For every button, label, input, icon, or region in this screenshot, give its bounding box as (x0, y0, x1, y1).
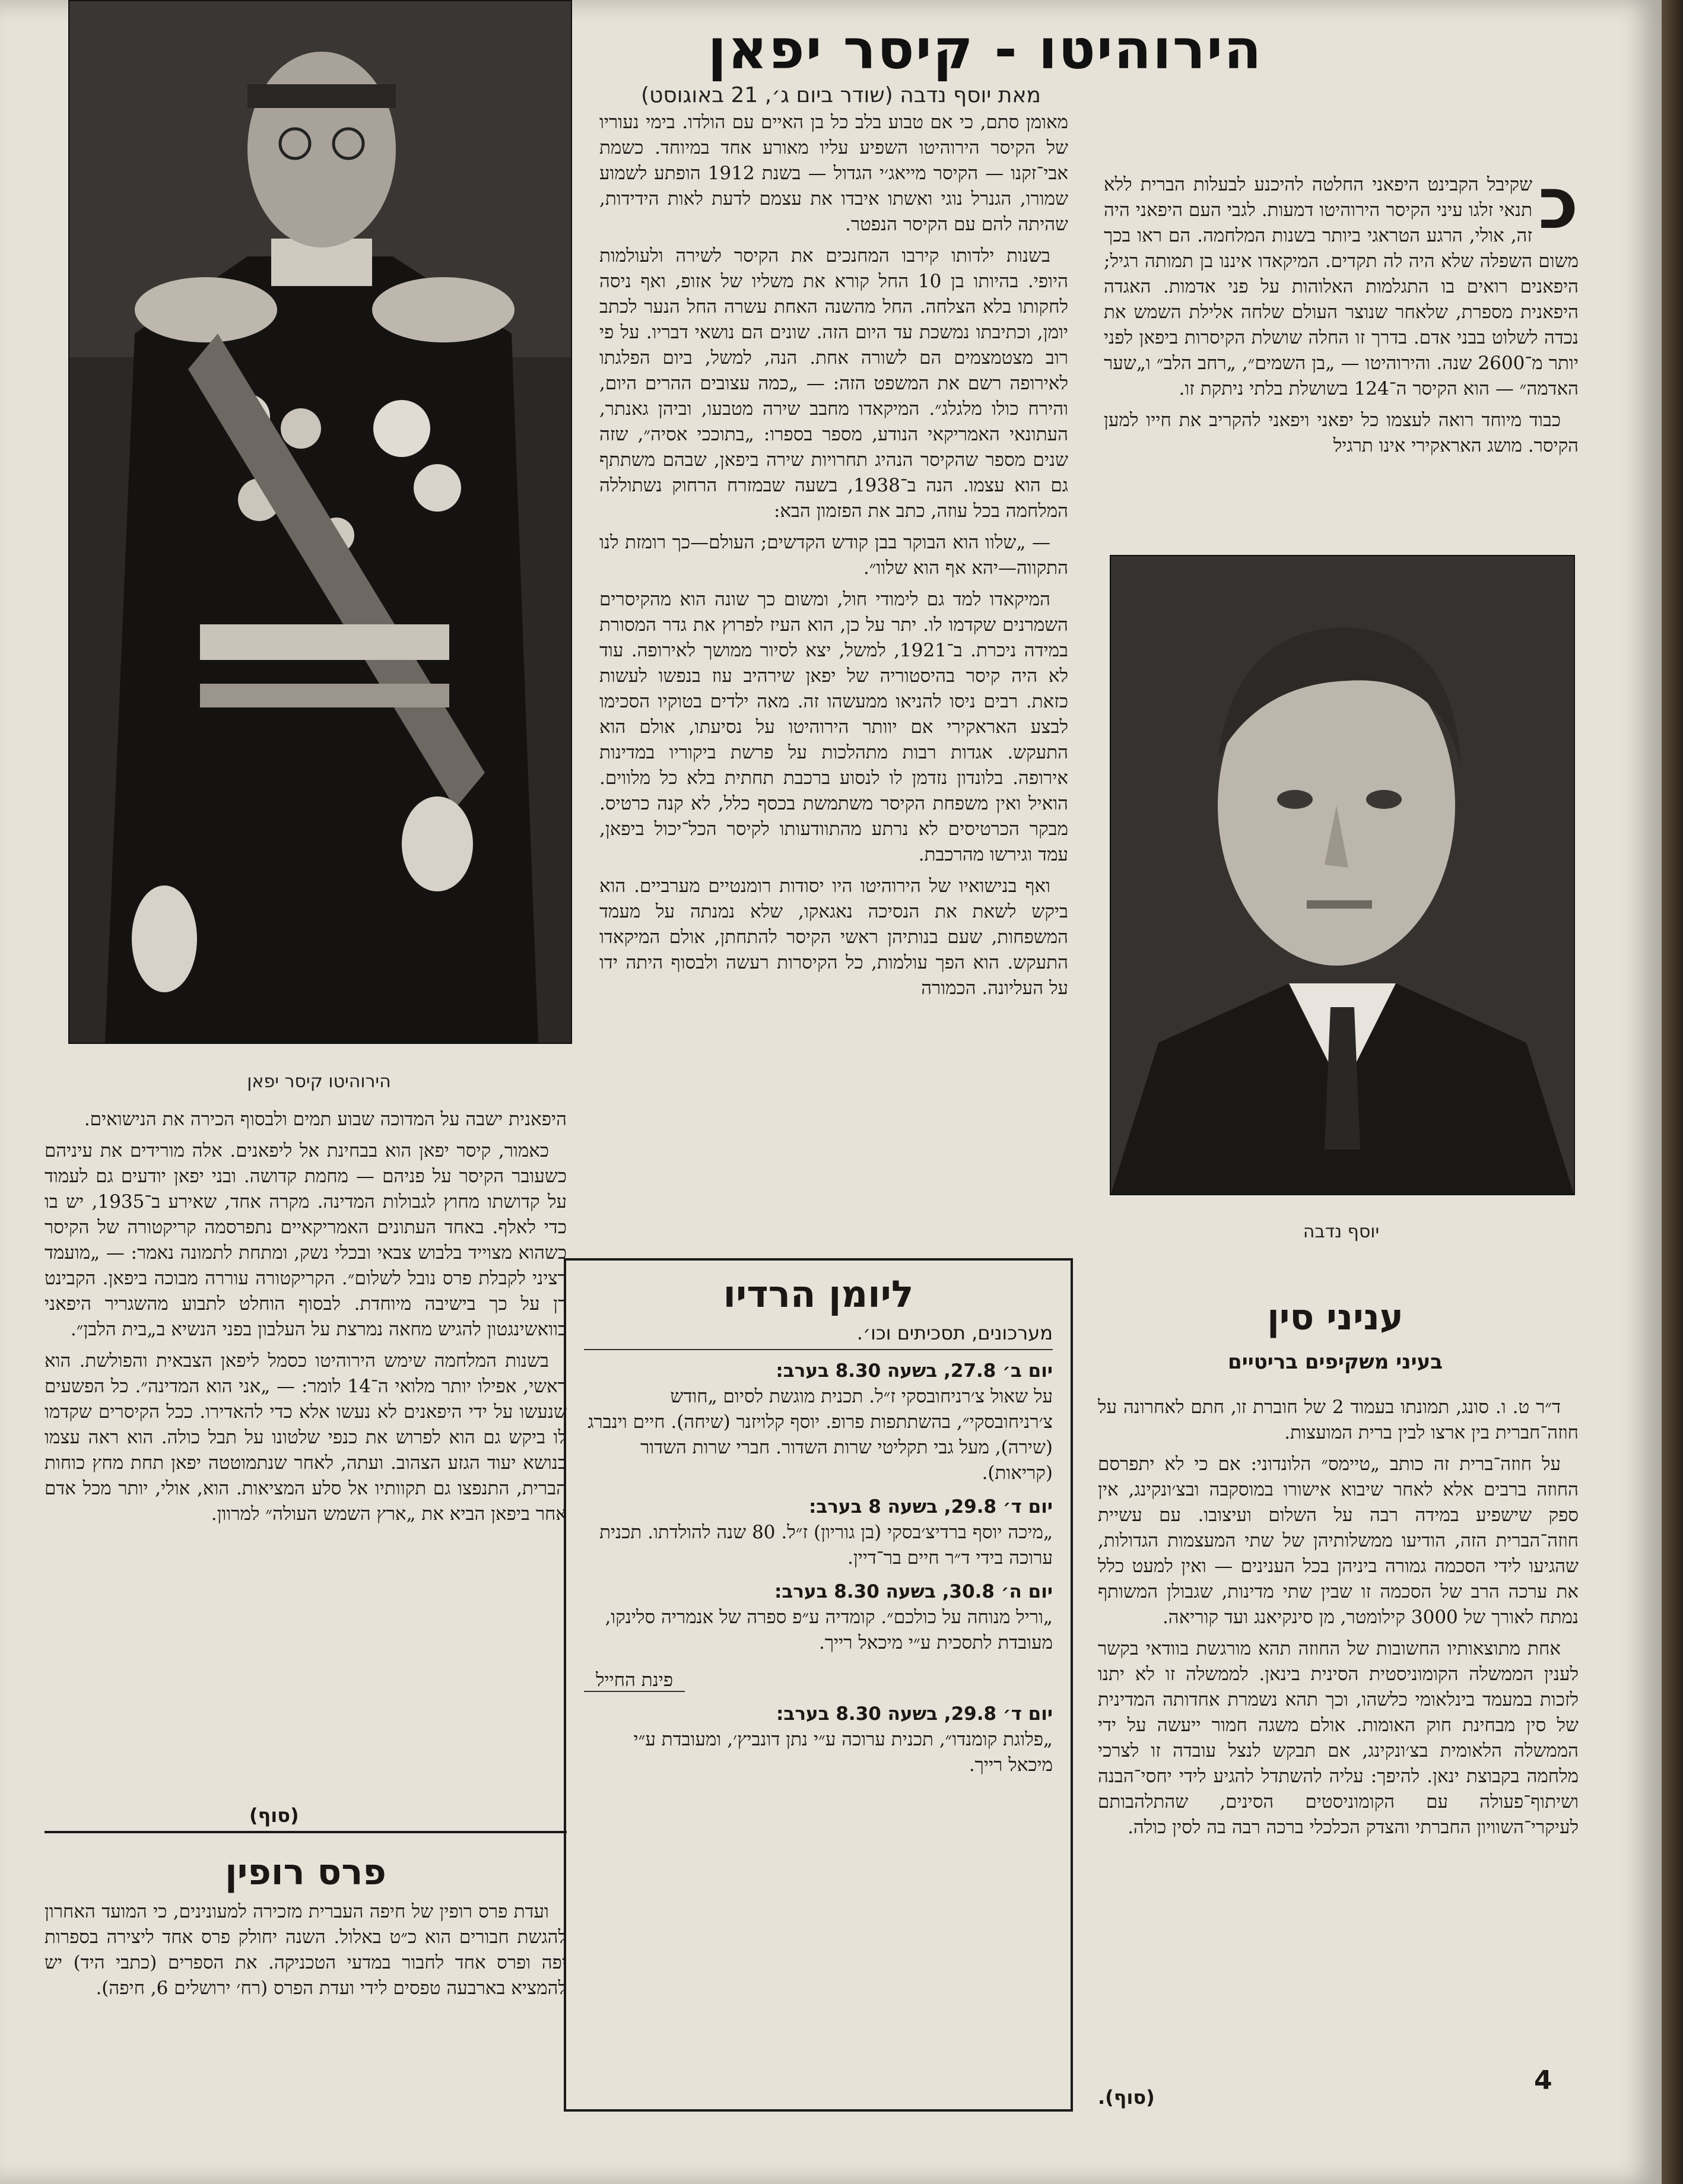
article-column-middle (599, 110, 1068, 1220)
radio-item-text: „וריל מנוחה על כולכם״. קומדיה ע״פ ספרה של אנמריה סלינקו, מעובדת לתסכית ע״י מיכאל רייך. (605, 1607, 1053, 1653)
radio-item-text: „מיכה יוסף ברדיצ׳בסקי (בן גוריון) ז״ל. 80 שנה להולדתו. תכנית ערוכה בידי ד״ר חיים בר־דיין. (599, 1522, 1053, 1569)
prize-text (45, 1899, 567, 2077)
article-paragraph: כאמור, קיסר יפאן הוא בבחינת אל ליפאנים. אלה מורידים את עיניהם כשעובר הקיסר על פניהם — מחמת קדושה. ובני יפאן יודעים גם לעמוד על קדושתו מחוץ לגבולות המדינה. מקרה אחד, שאירע ב־1935, יש בו כדי לאלף. באחד העתונים האמריקאיים נתפרסמה קריקטורה של הקיסר כשהוא מצוייד בלבוש צבאי ובכלי נשק, ומתחת לתמונה נאמר: — „מועמד רציני לקבלת פרס נובל לשלום״. הקריקטורה עוררה מבוכה ביפאן. הקבינט דן על כך בישיבה מיוחדת. לבסוף הוחלט לתבוע מהשגריר היפאני בוואשינגטון להגיש מחאה נמרצת על העלבון בפני הנשיא ב„בית הלבן״. (45, 1140, 567, 1340)
radio-item (584, 1702, 1053, 1778)
article-paragraph: בשנות המלחמה שימש הירוהיטו כסמל ליפאן הצבאית והפולשת. הוא ראשי, אפילו יותר מלואי ה־14 לומר: — „אני הוא המדינה״. כל הפשעים שנעשו על ידי היפאנים לא נעשו אלא כדי להאדירו. ככל הקיסרים שקדמו לו ביקש גם הוא לפרוש את כנפי שלטונו על תבל כולה. הוא ראה עצמו כנושא יעוד הגזע הצהוב. ועתה, לאחר שנתמוטטה יפאן תחת מחץ כוחות הברית, התנפצו גם תקוותיו אל סלע המציאות. הוא, אולי, יותר מכל אדם אחר ביפאן הביא את „ארץ השמש העולה״ למרוון. (45, 1350, 567, 1525)
radio-item (584, 1579, 1053, 1656)
china-subtitle: בעיני משקיפים בריטיים (1228, 1350, 1443, 1374)
article-end-mark: (סוף) (249, 1804, 299, 1827)
article-paragraph: שקיבל הקבינט היפאני החלטה להיכנע לבעלות הברית ללא תנאי זלגו עיני הקיסר הירוהיטו דמעות. לגבי העם היפאני היה זה, אולי, הרגע הטראגי ביותר בשנות המלחמה. הם ראו בכך משום השפלה שלא היה לה תקדים. המיקאדו איננו בן תמותה רגיל; היפאנים רואים בו התגלמות האלוהות על פני אדמות. האגדה היפאנית מספרת, שלאחר שנוצר העולם שלחה אלילת השמש את נכדה לשלוט בבני אדם. בדרך זו החלה שושלת הקיסרות ביפאן לפני יותר מ־2600 שנה. והירוהיטו — „בן השמים״, „רחב הלב״ ו„שער האדמה״ — הוא הקיסר ה־124 בשושלת בלתי ניתקת זו. (1104, 174, 1579, 399)
article-paragraph: המיקאדו למד גם לימודי חול, ומשום כך שונה הוא מהקיסרים השמרנים שקדמו לו. יתר על כן, הוא העיז לפרוץ את גדר המסורת במידה ניכרת. ב־1921, למשל, יצא לסיור ממושך לאירופה. עוד לא היה קיסר בהיסטוריה של יפאן שירהיב עוז בנפשו לעשות כזאת. רבים ניסו להניאו ממעשהו זה. מאה ילדים בטוקיו הסכימו לבצע האראקירי אם יוותר הירוהיטו על נסיעתו, אולם הוא התעקש. אגדות רבות מתהלכות על פרשת ביקוריו במדינות אירופה. בלונדון נזדמן לו לנסוע ברכבת תחתית בלא כל מלווים. הואיל ואין משפחת הקיסר משתמשת בכסף כלל, לא קנה כרטיס. מבקר הכרטיסים לא נרתע מהתוודעותו לקיסר הכל־יכול ביפאן, עמד וגירשו מהרכבת. (599, 589, 1068, 865)
article-title: הירוהיטו - קיסר יפאן (707, 18, 1263, 81)
radio-diary-box (564, 1258, 1073, 2112)
prize-title: פרס רופין (225, 1852, 386, 1893)
radio-item (584, 1494, 1053, 1571)
china-paragraph: על חוזה־ברית זה כותב „טיימס״ הלונדוני: אם כי לא יתפרסם החוזה ברבים אלא לאחר שיבוא אישורו במוסקבה ובצ׳ונקינג, אין ספק שישפיע במידה רבה על השלום ועיצובו. עם עשיית חוזה־הברית הזה, הודיעו ממשלותיהן של שתי המעצמות הגדולות, שהגיעו לידי הסכמה גמורה ביניהן בכל הענינים — ואין למעט כלל את ערכה הרב של הסכמה זו שבין שתי מדינות, שגבולן המשותף נמתח לאורך של 3000 קילומטר, מן סינקיאנג ועד קוריאה. (1098, 1453, 1579, 1628)
article-paragraph: ואף בנישואיו של הירוהיטו היו יסודות רומנטיים מערביים. הוא ביקש לשאת את הנסיכה נאגאקו, שלא נמנתה על מעמד המשפחות, שעם בנותיהן ראשי הקיסר להתחתן, אולם המיקאדו התעקש. הוא הפך עולמות, כל הקיסרות רעשה ולבסוף היתה ידו על העליונה. הכמורה (599, 875, 1068, 999)
radio-item-time: יום ב׳ 27.8, בשעה 8.30 בערב: (776, 1360, 1053, 1382)
soldier-corner-label (584, 1668, 1053, 1693)
radio-item-time: יום ד׳ 29.8, בשעה 8.30 בערב: (776, 1703, 1053, 1725)
poem-quote: — „שלוו הוא הבוקר בבן קודש הקדשים; העולם—כך רומזת לנו התקווה—יהא אף הוא שלוו״. (599, 532, 1068, 579)
article-paragraph: היפאנית ישבה על המדוכה שבוע תמים ולבסוף הכירה את הנישואים. (84, 1109, 567, 1130)
china-title: עניני סין (1267, 1297, 1403, 1338)
prize-paragraph: ועדת פרס רופין של חיפה העברית מזכירה למעונינים, כי המועד האחרון להגשת חבורים הוא כ״ט באלול. השנה יחולק פרס אחד ליצירה בספרות יפה ופרס אחד לחבור במדעי הטכניקה. את הספרים (כתבי היד) יש להמציא בארבעה טפסים לידי ועדת הפרס (רח׳ ירושלים 6, חיפה). (45, 1901, 567, 1999)
page-number: 4 (1534, 2065, 1552, 2096)
binding-spine (1662, 0, 1683, 2184)
china-paragraph: ד״ר ט. ו. סונג, תמונתו בעמוד 2 של חוברת זו, חתם לאחרונה על חוזה־חברית בין ארצו לבין ברית המועצות. (1098, 1396, 1579, 1443)
article-column-right (1104, 172, 1579, 546)
emperor-figure-image (69, 1, 571, 1043)
radio-title: ליומן הרדיו (723, 1272, 914, 1316)
radio-item-text: על שאול צ׳רניחובסקי ז״ל. תכנית מוגשת לסיום „חודש צ׳רניחובסקי״, בהשתתפות פרופ. יוסף קלויזנר (שיחה). חיים וינברג (שירה), מעל גבי תקליטי שרות השדור. חברי שרות השדור (קריאות). (588, 1386, 1053, 1484)
article-paragraph: מאומן סתם, כי אם טבוע בלב כל בן האיים עם הולדו. בימי נעוריו של הקיסר הירוהיטו השפיע עליו מאורע אחד במיוחד. כשמת אבי־זקנו — הקיסר מייאג׳י הגדול — בשנת 1912 הופתע לשמוע שמורו, הגנרל נוגי ואשתו איבדו את עצמם לדעת לאות הידידות, שהיתה להם עם הקיסר הנפטר. (599, 112, 1068, 235)
soldier-corner-text: פינת החייל (584, 1669, 685, 1692)
radio-item-time: יום ד׳ 29.8, בשעה 8 בערב: (808, 1496, 1053, 1518)
china-paragraph: אחת מתוצאותיו החשובות של החוזה תהא מורגשת בוודאי בקשר לענין הממשלה הקומוניסטית הסינית בינאן. לממשלה זו לא יתנו לזכות במעמד בינלאומי כלשהו, וכך תהא נשמרת אחדותה המדינית של סין מבחינת חוק האומות. אולם משגה חמור ייעשה על ידי הממשלה הלאומית בצ׳ונקינג, אם תבקש לנצל עובדה זו לצרכי מלחמה בקבוצת ינאן. להיפך: עליה להשתדל להגיע לידי יחסי־הבנה ושיתוף־פעולה עם הקומוניסטים הסינים, שהתלהבותם לעיקרי־השוויון החברתי והצדק הכלכלי ברכה רבה בה לסין כולה. (1098, 1638, 1579, 1838)
author-photo (1110, 555, 1575, 1195)
section-divider (45, 1831, 567, 1833)
radio-item (584, 1358, 1053, 1486)
emperor-photo-caption: הירוהיטו קיסר יפאן (247, 1071, 391, 1092)
article-paragraph: בשנות ילדותו קירבו המחנכים את הקיסר לשירה ולעולמות היופי. בהיותו בן 10 החל קורא את משליו של אזופ, ואף ניסה לחקותו בלא הצלחה. החל מהשנה האחת עשרה החל הנער לכתב יומן, וכתיבתו נמשכת עד היום הזה. שונים הם נושאי דבריו. על פי רוב מצטמצמים הם לשורה אחת. הנה, למשל, ביום הפלגתו לאירופה רשם את המשפט הזה: — „כמה עצובים ההרים היום, והירח כולו מלגלג״. המיקאדו מחבב שירה מטבעו, וביהן גאנתר, העתונאי האמריקאי הנודע, מספר בספרו: „בתוככי אסיה״, שזה שנים מספר שהקיסר הנהיג תחרויות שירה ביפאן, שבהם משתתף גם הוא עצמו. הנה ב־1938, בשעה שבמזרח הרחוק נשתוללה המלחמה בכל עוזה, כתב את הפזמון הבא: (599, 245, 1068, 522)
china-text (1098, 1395, 1579, 2086)
author-portrait-image (1111, 556, 1574, 1194)
article-column-left (45, 1107, 567, 1816)
radio-subtitle: מערכונים, תסכיתים וכו׳. (584, 1322, 1053, 1350)
article-paragraph: כבוד מיוחד רואה לעצמו כל יפאני ויפאני להקריב את חייו למען הקיסר. מושג האראקירי אינו תרגיל (1104, 410, 1579, 456)
emperor-photo (68, 0, 572, 1044)
article-byline: מאת יוסף נדבה (שודר ביום ג׳, 21 באוגוסט) (641, 83, 1041, 107)
radio-item-text: „פלוגת קומנדו״, תכנית ערוכה ע״י נתן דונביץ׳, ומעובדת ע״י מיכאל רייך. (633, 1729, 1053, 1776)
author-photo-caption: יוסף נדבה (1303, 1221, 1380, 1242)
china-end-mark: (סוף). (1098, 2086, 1155, 2109)
drop-cap: כ (1538, 172, 1579, 245)
radio-item-time: יום ה׳ 30.8, בשעה 8.30 בערב: (774, 1581, 1053, 1602)
